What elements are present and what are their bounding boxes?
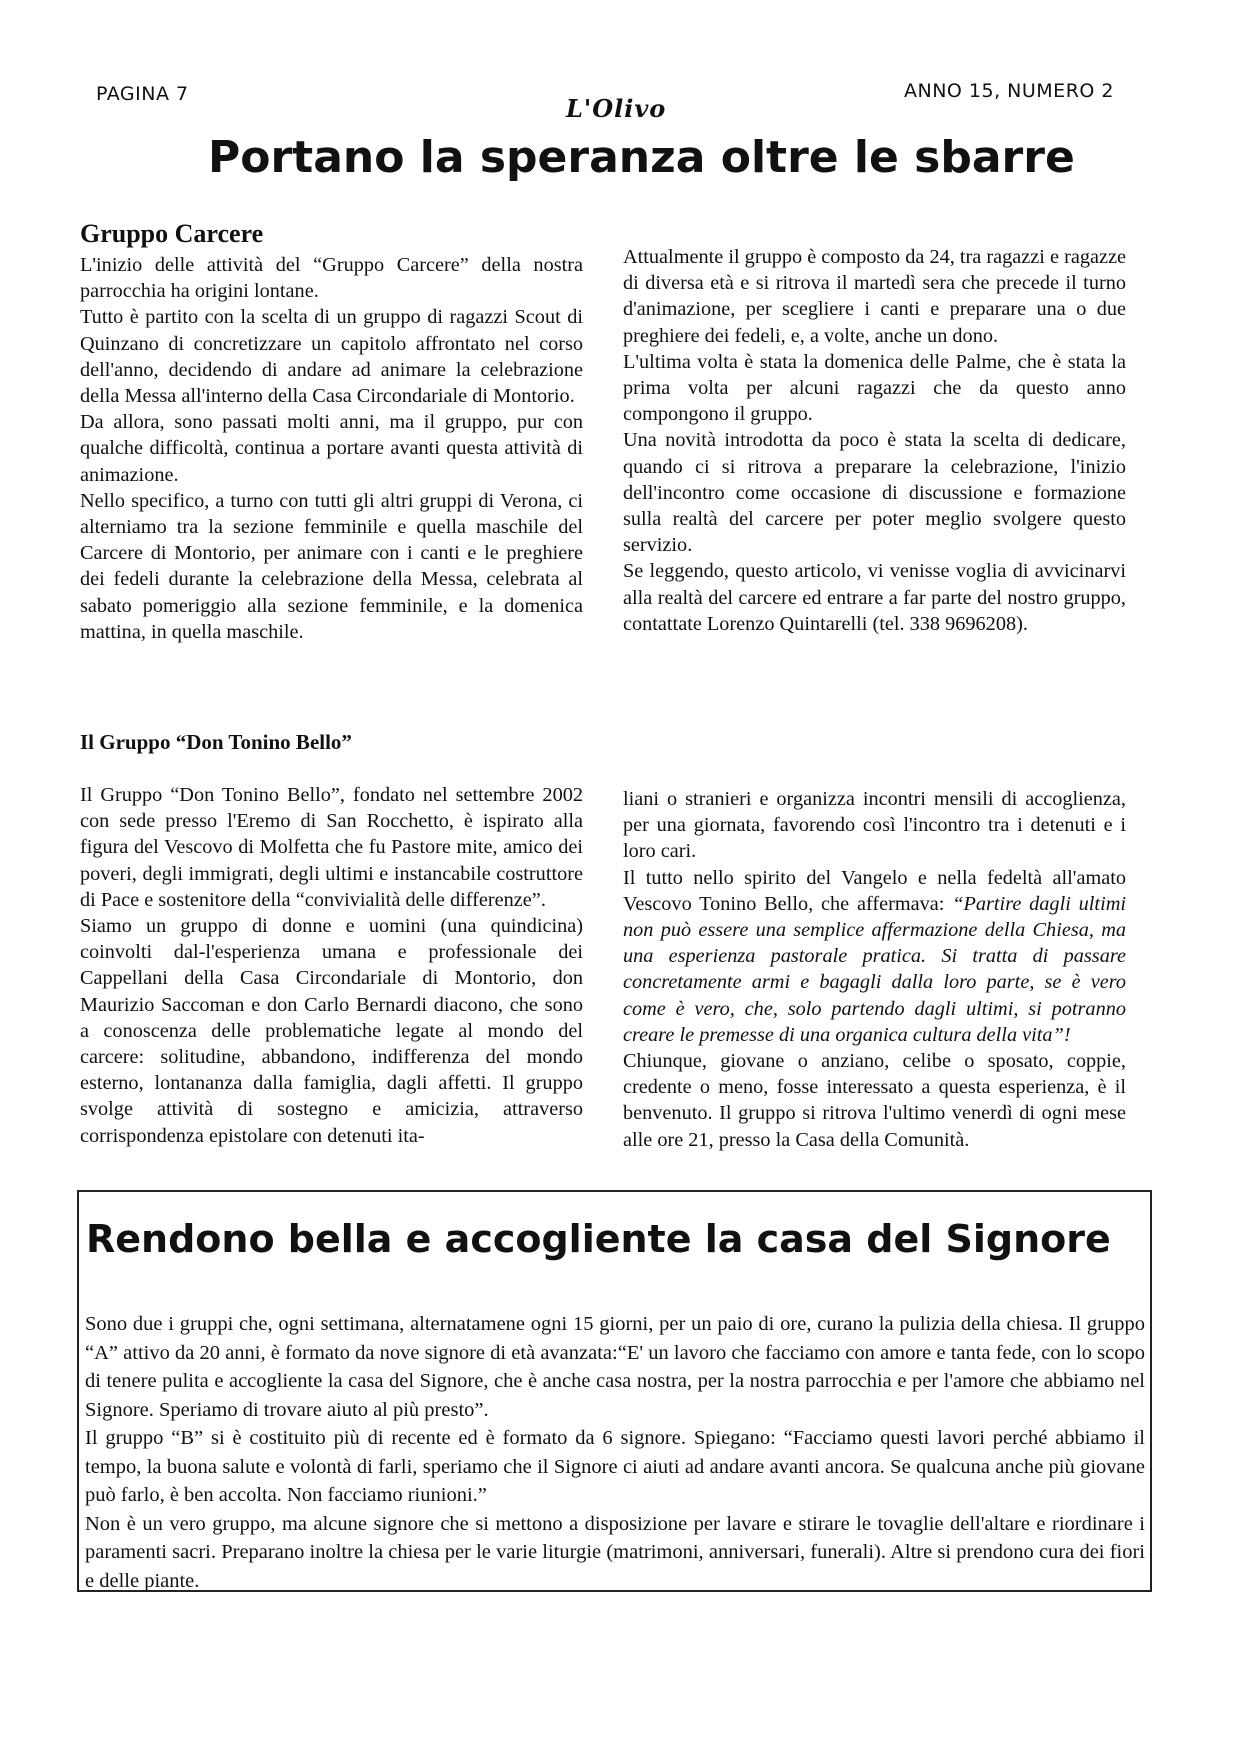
section1-left-column	[80, 252, 583, 645]
paragraph: Se leggendo, questo articolo, vi venisse voglia di avvicinarvi alla realtà del carcere ed entrare a far parte del nostro gruppo, contattate Lorenzo Quintarelli (tel. 338 9696208).	[623, 560, 1126, 635]
article-body	[85, 1310, 1145, 1595]
section-heading: Gruppo Carcere	[80, 219, 264, 248]
newsletter-logo: L'Olivo	[566, 94, 667, 123]
paragraph: Non è un vero gruppo, ma alcune signore che si mettono a disposizione per lavare e stirare le tovaglie dell'altare e riordinare i paramenti sacri. Preparano inoltre la chiesa per le varie liturgie (matrimoni, anniversari, funerali). Altre si prendono cura dei fiori e delle piante.	[85, 1512, 1145, 1592]
paragraph: liani o stranieri e organizza incontri mensili di accoglienza, per una giornata, favorendo così l'incontro tra i detenuti e i loro cari.	[623, 788, 1126, 863]
article-title: Portano la speranza oltre le sbarre	[208, 132, 1075, 183]
paragraph: Il Gruppo “Don Tonino Bello”, fondato nel settembre 2002 con sede presso l'Eremo di San Rocchetto, è ispirato alla figura del Vescovo di Molfetta che fu Pastore mite, amico dei poveri, degli immigrati, degli ultimi e instancabile costruttore di Pace e sostenitore della “convivialità delle differenze”.	[80, 784, 583, 911]
article-title: Rendono bella e accogliente la casa del Signore	[86, 1217, 1111, 1261]
paragraph: Attualmente il gruppo è composto da 24, tra ragazzi e ragazze di diversa età e si ritrova il martedì sera che precede il turno d'animazione, per scegliere i canti e preparare una o due preghiere dei fedeli, e, a volte, anche un dono.	[623, 246, 1126, 347]
article-box	[77, 1190, 1152, 1592]
paragraph: Nello specifico, a turno con tutti gli altri gruppi di Verona, ci alterniamo tra la sezione femminile e quella maschile del Carcere di Montorio, per animare con i canti e le preghiere dei fedeli durante la celebrazione della Messa, celebrata al sabato pomeriggio alla sezione femminile, e la domenica mattina, in quella maschile.	[80, 489, 583, 643]
paragraph: L'ultima volta è stata la domenica delle Palme, che è stata la prima volta per alcuni ragazzi che da questo anno compongono il gruppo.	[623, 350, 1126, 426]
paragraph: Sono due i gruppi che, ogni settimana, alternatamene ogni 15 giorni, per un paio di ore, curano la pulizia della chiesa. Il gruppo “A” attivo da 20 anni, è formato da nove signore di età avanzata:“E' un lavoro che facciamo con amore e tanta fede, con lo scopo di tenere pulita e accogliente la casa del Signore, che è anche casa nostra, per la nostra parrocchia e per l'amore che abbiamo nel Signore. Speriamo di trovare aiuto al più presto”.	[85, 1313, 1145, 1421]
section-heading: Il Gruppo “Don Tonino Bello”	[80, 730, 352, 754]
paragraph: L'inizio delle attività del “Gruppo Carcere” della nostra parrocchia ha origini lontane.	[80, 254, 583, 303]
paragraph: Tutto è partito con la scelta di un gruppo di ragazzi Scout di Quinzano di concretizzare un capitolo affrontato nel corso dell'anno, decidendo di andare ad animare la celebrazione della Messa all'interno della Casa Circondariale di Montorio.	[80, 306, 583, 408]
page-number: PAGINA 7	[96, 83, 189, 105]
issue-number: ANNO 15, NUMERO 2	[904, 80, 1114, 102]
quote: “Partire dagli ultimi non può essere una semplice affermazione della Chiesa, ma una esperienza pastorale pratica. Si tratta di passare concretamente armi e bagagli dalla loro parte, se è vero come è vero, che, solo partendo dagli ultimi, si potranno creare le premesse di una organica cultura della vita”!	[623, 892, 1126, 1046]
section2-right-column	[623, 786, 1126, 1153]
section1-right-column	[623, 244, 1126, 637]
paragraph: Una novità introdotta da poco è stata la scelta di dedicare, quando ci si ritrova a preparare la celebrazione, l'inizio dell'incontro come occasione di discussione e formazione sulla realtà del carcere per poter meglio svolgere questo servizio.	[623, 429, 1126, 557]
quote-intro: Il tutto nello spirito del Vangelo e nella fedeltà all'amato Vescovo Tonino Bello, che affermava:	[623, 866, 1126, 915]
paragraph	[623, 865, 1126, 1048]
section2-left-column	[80, 782, 583, 1149]
paragraph: Il gruppo “B” si è costituito più di recente ed è formato da 6 signore. Spiegano: “Facciamo questi lavori perché abbiamo il tempo, la buona salute e volontà di farli, speriamo che il Signore ci aiuti ad andare avanti ancora. Se qualcuna anche più giovane può farlo, è ben accolta. Non facciamo riunioni.”	[85, 1427, 1145, 1506]
paragraph: Siamo un gruppo di donne e uomini (una quindicina) coinvolti dal-l'esperienza umana e professionale dei Cappellani della Casa Circondariale di Montorio, don Maurizio Saccoman e don Carlo Bernardi diacono, che sono a conoscenza delle problematiche legate al mondo del carcere: solitudine, abbandono, indifferenza del mondo esterno, lontananza dalla famiglia, dagli affetti. Il gruppo svolge attività di sostegno e amicizia, attraverso corrispondenza epistolare con detenuti ita-	[80, 915, 583, 1147]
paragraph: Chiunque, giovane o anziano, celibe o sposato, coppie, credente o meno, fosse interessato a questa esperienza, è il benvenuto. Il gruppo si ritrova l'ultimo venerdì di ogni mese alle ore 21, presso la Casa della Comunità.	[623, 1050, 1126, 1151]
paragraph: Da allora, sono passati molti anni, ma il gruppo, pur con qualche difficoltà, continua a portare avanti questa attività di animazione.	[80, 411, 583, 486]
